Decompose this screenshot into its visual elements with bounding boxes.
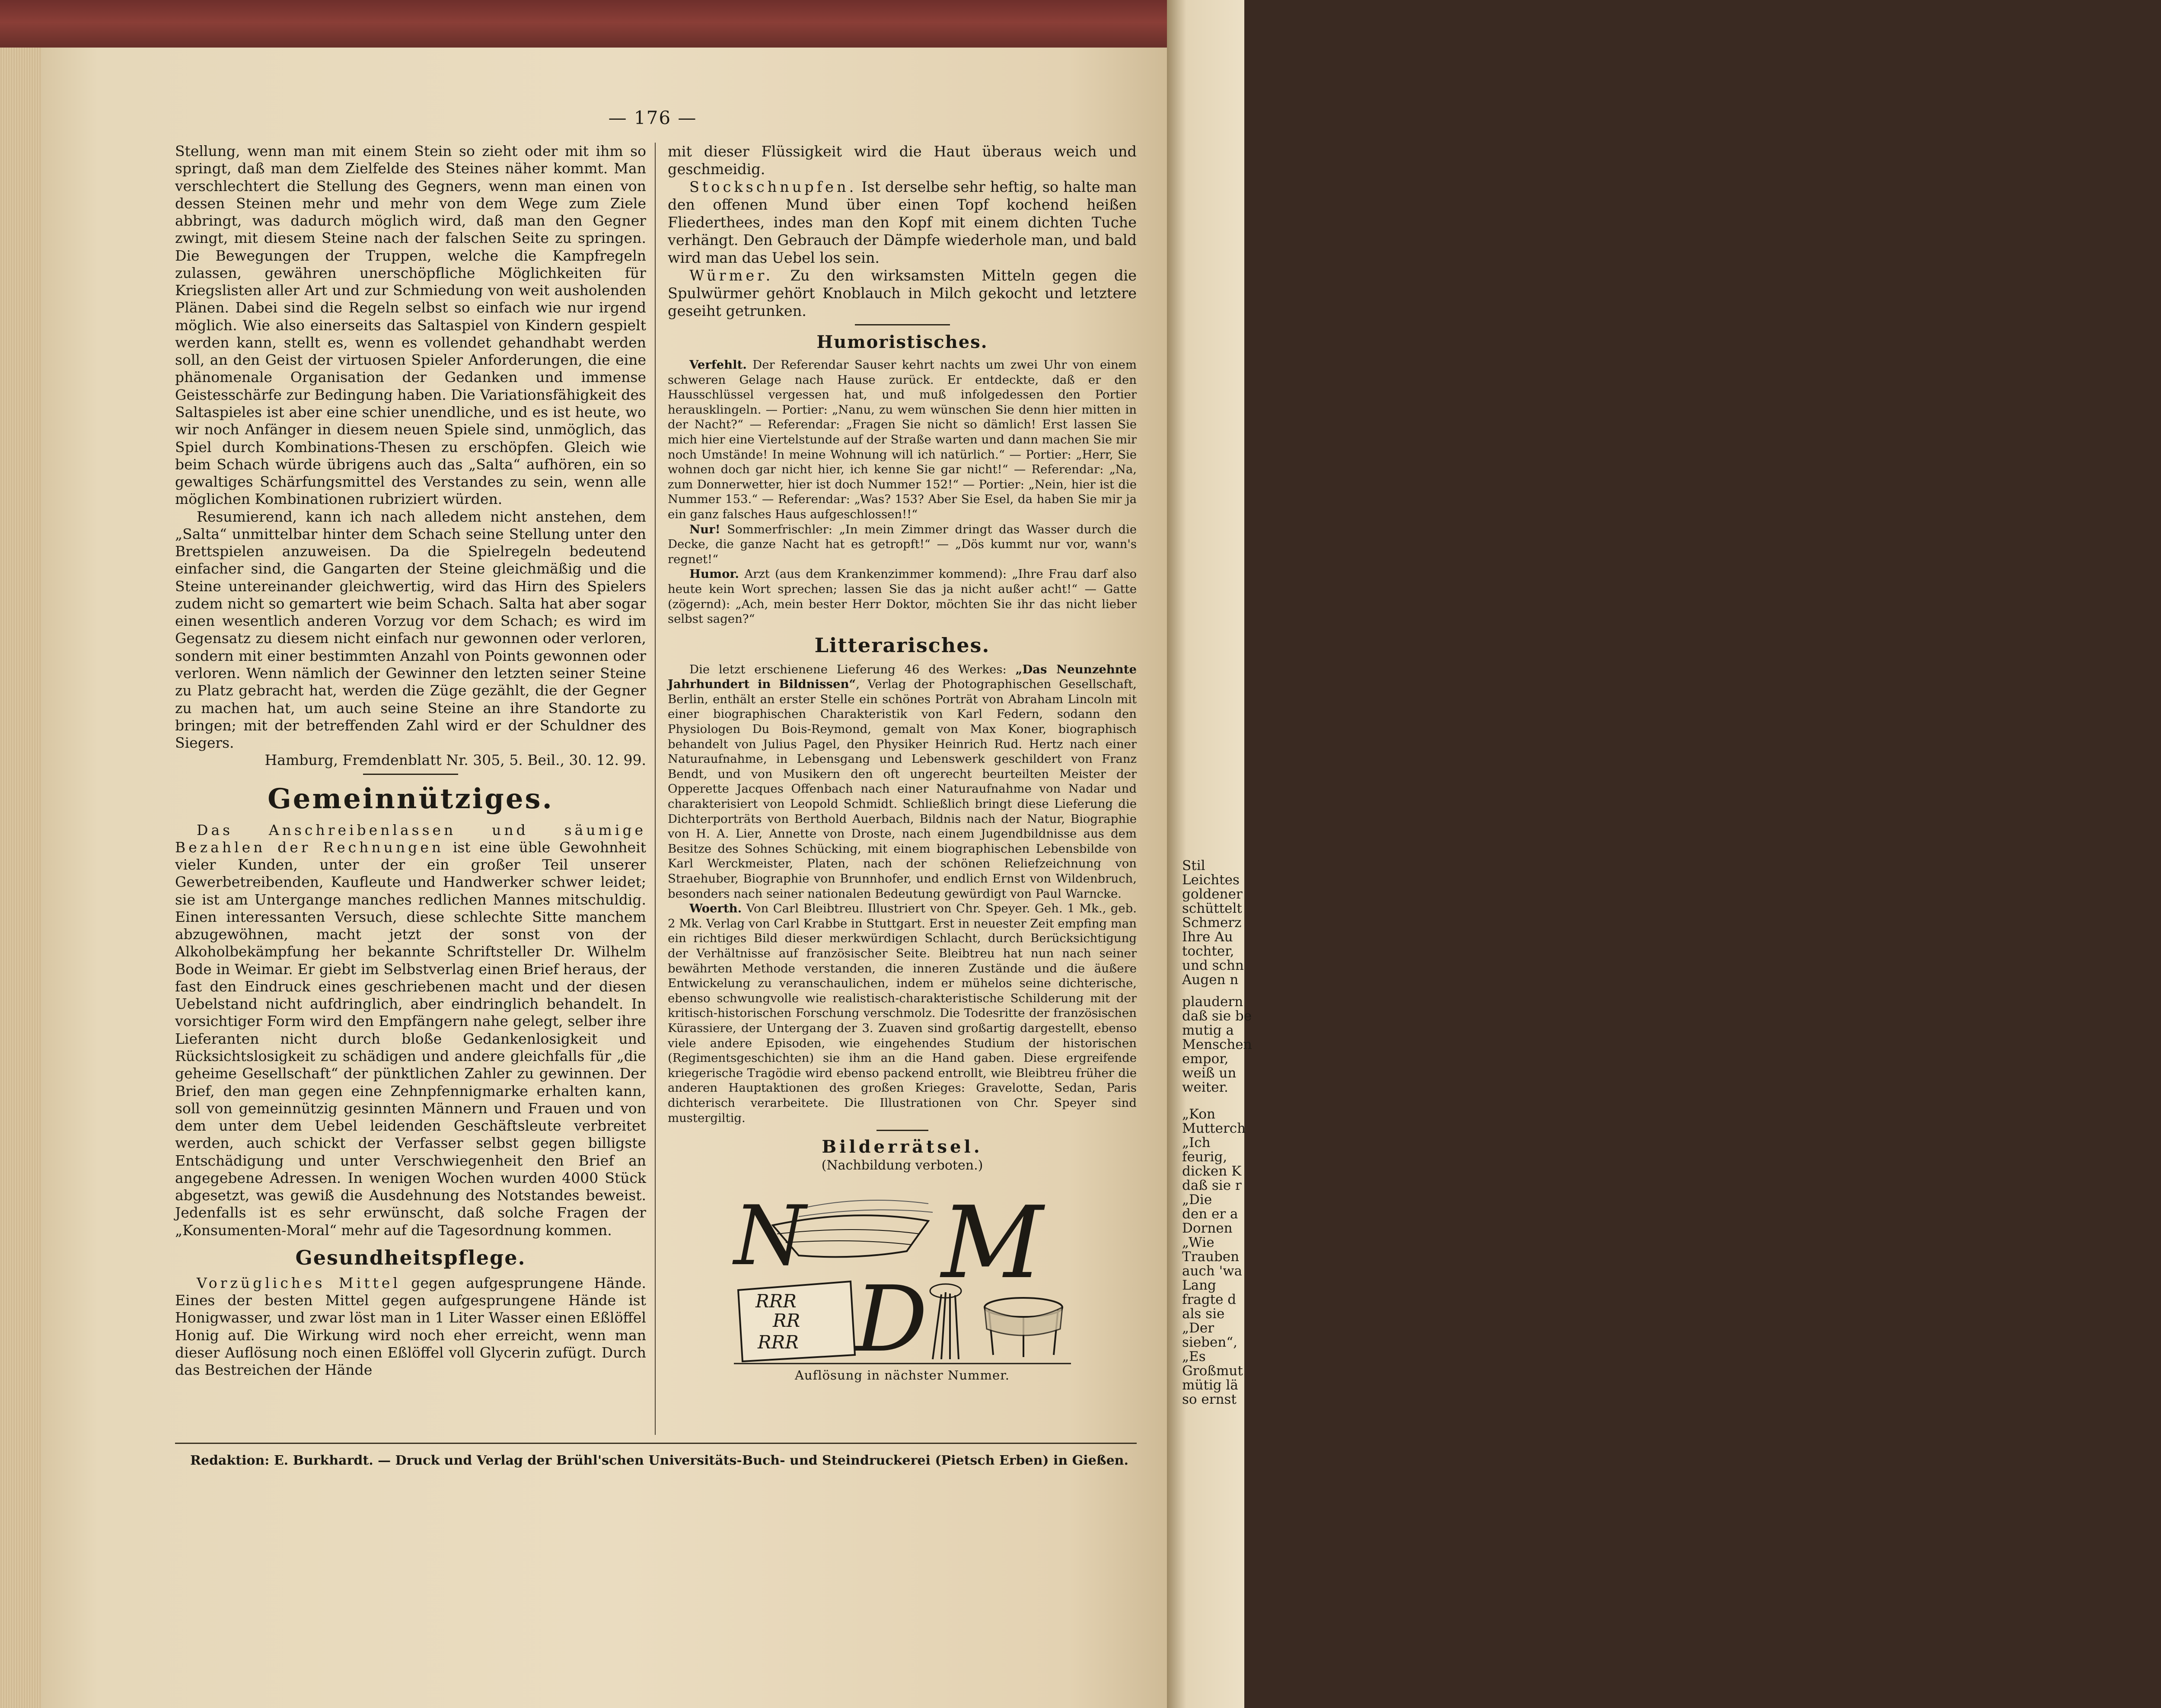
left-column <box>175 143 646 1379</box>
next-page-line: „Die <box>1182 1192 1212 1208</box>
salta-paragraph-1: Stellung, wenn man mit einem Stein so zieht oder mit ihm so springt, daß man dem Zielfelde des Steines näher kommt. Man verschlechtert die Stellung des Gegners, wenn man einen von dessen Steinen mehr und mehr von dem Wege zum Ziele abbringt, was dadurch möglich wird, daß man den Gegner zwingt, mit diesem Steine nach der falschen Seite zu springen. Die Bewegungen der Truppen, welche die Kampfregeln zulassen, gewähren unerschöpfliche Möglichkeiten für Kriegslisten aller Art und zur Schmiedung von weit ausholenden Plänen. Dabei sind die Regeln selbst so einfach wie nur irgend möglich. Wie also einerseits das Saltaspiel von Kindern gespielt werden kann, stellt es, wenn es vollendet gehandhabt werden soll, an den Geist der virtuosen Spieler Anforderungen, die eine phänomenale Organisation der Gedanken und immense Geistesschärfe zur Bedingung haben. Die Variationsfähigkeit des Saltaspieles ist aber eine schier unendliche, und es ist heute, wo wir noch Anfänger in diesem neuen Spiele sind, unmöglich, das Spiel durch Kombinations-Thesen zu erschöpfen. Gleich wie beim Schach würde übrigens auch das „Salta“ aufhören, ein so gewaltiges Schärfungsmittel des Verstandes zu sein, wenn alle möglichen Kombinationen rubriziert würden. <box>175 143 646 508</box>
joke-nur <box>668 522 1137 567</box>
bilderraetsel-subtitle: (Nachbildung verboten.) <box>821 1158 983 1173</box>
next-page-line: Schmerz <box>1182 915 1242 930</box>
next-page-line: „Es <box>1182 1349 1206 1364</box>
haut-paragraph: mit dieser Flüssigkeit wird die Haut überaus weich und geschmeidig. <box>668 143 1137 178</box>
next-page-line: daß sie r <box>1182 1178 1242 1193</box>
right-column <box>668 143 1137 1383</box>
next-page-line: Trauben <box>1182 1249 1240 1265</box>
next-page-line: empor, <box>1182 1051 1229 1067</box>
gesundheitspflege-paragraph <box>175 1275 646 1379</box>
section-rule <box>877 1130 928 1131</box>
litterarisches-heading: Litterarisches. <box>814 633 990 657</box>
bilderraetsel-caption: Auflösung in nächster Nummer. <box>794 1368 1010 1383</box>
review-1-title: „Das Neunzehnte Jahrhundert in Bildnissen“ <box>668 662 1137 691</box>
next-page-line: dicken K <box>1182 1163 1242 1179</box>
stockschnupfen-text: Ist derselbe sehr heftig, so halte man den offenen Mund über einen Topf kochend heißen Fliederthees, indes man den Kopf mit einem dichten Tuche verhängt. Den Gebrauch der Dämpfe wiederhole man, und bald wird man das Uebel los sein. <box>668 178 1137 266</box>
gemeinnuetziges-text: ist eine üble Gewohnheit vieler Kunden, unter der ein großer Teil unserer Gewerbetreibenden, Kaufleute und Handwerker schwer leidet; sie ist am Untergange manches redlichen Mannes mitschuldig. Einen interessanten Versuch, diese schlechte Sitte manchem abzugewöhnen, macht jetzt der sonst von der Alkoholbekämpfung her bekannte Schriftsteller Dr. Wilhelm Bode in Weimar. Er giebt im Selbstverlag einen Brief heraus, der fast den Eindruck eines geschriebenen macht und der diesen Uebelstand nicht aufdringlich, aber eindringlich behandelt. In vorsichtiger Form wird den Empfängern nahe gelegt, selber ihre Lieferanten nicht durch bloße Gedankenlosigkeit und Rücksichtslosigkeit zu schädigen und andere gleichfalls für „die geheime Gesellschaft“ der pünktlichen Zahler zu gewinnen. Der Brief, den man gegen eine Zehnpfennigmarke erhalten kann, soll von gemeinnützig gesinnten Männern und Frauen und von dem unter dem Uebel leidenden Geschäftsleute verbreitet werden, auch schickt der Verfasser selbst gegen billigste Entschädigung und unter Verschwiegenheit den Brief an angegebene Adressen. In wenigen Wochen wurden 4000 Stück abgesetzt, was gewiß die Ausdehnung des Notstandes beweist. Jedenfalls ist es sehr erwünscht, daß solche Fragen der „Konsumenten-Moral“ mehr auf die Tagesordnung kommen. <box>175 838 646 1239</box>
next-page-line: sieben“, <box>1182 1335 1238 1350</box>
next-page-line: auch 'wa <box>1182 1263 1243 1279</box>
next-page-line: „Wie <box>1182 1235 1214 1250</box>
next-page-line: als sie <box>1182 1306 1225 1322</box>
section-rule <box>855 324 950 325</box>
rebus-r-row-3: RRR <box>757 1332 799 1353</box>
next-page-line: schüttelt <box>1182 901 1242 916</box>
next-page-line: Lang <box>1182 1278 1216 1293</box>
column-divider <box>655 143 656 1435</box>
next-page-line: weiter. <box>1182 1080 1228 1095</box>
joke-verfehlt <box>668 357 1137 522</box>
next-page-line: den er a <box>1182 1206 1238 1222</box>
review-2-label: Woerth. <box>689 902 742 916</box>
bilderraetsel-heading: Bilderrätsel. <box>822 1137 983 1157</box>
next-page-line: tochter, <box>1182 943 1234 959</box>
salta-paragraph-2: Resumierend, kann ich nach alledem nicht anstehen, dem „Salta“ unmittelbar hinter dem Schach seine Stellung unter den Brettspielen anzuweisen. Da die Spielregeln bedeutend einfacher sind, die Gangarten der Steine gleichmäßig und die Steine untereinander gleichwertig, wird das Hirn des Spielers zudem nicht so gemartert wie beim Schach. Salta hat aber sogar einen wesentlich anderen Vorzug vor dem Schach; es wird im Gegensatz zu diesem nicht einfach nur gewonnen oder verloren, sondern mit einer bestimmten Anzahl von Points gewonnen oder verloren. Wenn nämlich der Gewinner den letzten seiner Steine zu Platz gebracht hat, werden die Züge gezählt, die der Gegner zu machen hat, um auch seine Steine an ihre Standorte zu bringen; mit der betreffenden Zahl wird er der Schuldner des Siegers. <box>175 508 646 752</box>
next-page-line: „Kon <box>1182 1106 1216 1122</box>
review-2-text: Von Carl Bleibtreu. Illustriert von Chr. Speyer. Geh. 1 Mk., geb. 2 Mk. Verlag von Carl Krabbe in Stuttgart. Erst in neuester Zeit empfing man ein richtiges Bild dieser merkwürdigen Schlacht, durch Berücksichtigung der Verhältnisse auf französischer Seite. Bleibtreu hat nun nach seiner bewährten Methode verstanden, die inneren Zustände und die äußere Entwickelung zu veranschaulichen, indem er mühelos seine dichterische, ebenso schwungvolle wie realistisch-charakteristische Schilderung mit der kritisch-historischen Forschung verschmolz. Die Todesritte der französischen Kürassiere, der Untergang der 3. Zuaven sind großartig dargestellt, ebenso viele andere Episoden, wie eingehendes Studium der historischen (Regimentsgeschichten) sie ihm an die Hand gaben. Diese ergreifende kriegerische Tragödie wird ebenso packend entrollt, wie Bleibtreu früher die anderen Hauptaktionen des großen Krieges: Gravelotte, Sedan, Paris dichterisch verarbeitete. Die Illustrationen von Chr. Speyer sind mustergiltig. <box>668 902 1137 1125</box>
joke-humor <box>668 567 1137 626</box>
joke-nur-text: Sommerfrischler: „In mein Zimmer dringt das Wasser durch die Decke, die ganze Nacht hat es getropft!“ — „Dös kummt nur vor, wann's regnet!“ <box>668 522 1137 566</box>
gesundheitspflege-lead: Vorzügliches Mittel <box>197 1274 401 1291</box>
gemeinnuetziges-lead: Das Anschreibenlassen und säumige Bezahlen der Rechnungen <box>175 821 646 856</box>
picture-puzzle <box>725 1178 1080 1373</box>
gesundheitspflege-heading: Gesundheitspflege. <box>295 1246 526 1269</box>
page-number: — 176 — <box>608 107 697 128</box>
footer-rule <box>175 1443 1137 1444</box>
gemeinnuetziges-paragraph <box>175 822 646 1239</box>
next-page-line: Augen n <box>1182 972 1239 988</box>
wuermer-paragraph <box>668 267 1137 320</box>
review-1-intro: Die letzt erschienene Lieferung 46 des Werkes: <box>689 662 1016 676</box>
humoristisches-heading: Humoristisches. <box>816 332 988 352</box>
gemeinnuetziges-heading: Gemeinnütziges. <box>268 782 554 815</box>
page-stack-edge <box>0 48 48 1708</box>
joke-verfehlt-label: Verfehlt. <box>689 358 747 372</box>
next-page-line: mutig a <box>1182 1023 1234 1038</box>
rebus-letter-d: D <box>854 1266 928 1373</box>
rebus-r-row-2: RR <box>772 1310 800 1332</box>
review-neunzehntes-jahrhundert <box>668 662 1137 902</box>
next-page-line: Dornen <box>1182 1220 1233 1236</box>
next-page-line: „Der <box>1182 1320 1214 1336</box>
imprint-footer: Redaktion: E. Burkhardt. — Druck und Verlag der Brühl'schen Universitäts-Buch- und Steindruckerei (Pietsch Erben) in Gießen. <box>190 1453 1128 1468</box>
section-rule <box>363 774 458 775</box>
rebus-r-row-1: RRR <box>755 1291 797 1312</box>
next-page-line: daß sie be <box>1182 1008 1252 1024</box>
gesundheitspflege-text: gegen aufgesprungene Hände. Eines der besten Mittel gegen aufgesprungene Hände ist Honigwasser, und zwar löst man in 1 Liter Wasser einen Eßlöffel Honig auf. Die Wirkung wird noch eher erreicht, wenn man dieser Auflösung noch einen Eßlöffel voll Glycerin zufügt. Durch das Bestreichen der Hände <box>175 1274 646 1379</box>
source-citation: Hamburg, Fremdenblatt Nr. 305, 5. Beil., 30. 12. 99. <box>265 752 646 769</box>
stockschnupfen-paragraph <box>668 178 1137 267</box>
joke-humor-label: Humor. <box>689 567 739 581</box>
next-page-line: weiß un <box>1182 1065 1237 1081</box>
picture-puzzle-illustration <box>725 1178 1080 1373</box>
next-page-line: so ernst <box>1182 1392 1237 1407</box>
review-woerth <box>668 901 1137 1125</box>
joke-verfehlt-text: Der Referendar Sauser kehrt nachts um zwei Uhr von einem schweren Gelage nach Hause zurück. Er entdeckte, daß er den Hausschlüssel vergessen hat, und muß infolgedessen den Portier herausklingeln. — Portier: „Nanu, zu wem wünschen Sie denn hier mitten in der Nacht?“ — Referendar: „Fragen Sie nicht so dämlich! Erst lassen Sie mich hier eine Viertelstunde auf der Straße warten und dann machen Sie mir noch Umstände! In meine Wohnung will ich natürlich.“ — Portier: „Herr, Sie wohnen doch gar nicht hier, ich kenne Sie gar nicht!“ — Referendar: „Na, zum Donnerwetter, hier ist doch Nummer 152!“ — Portier: „Nein, hier ist die Nummer 153.“ — Referendar: „Was? 153? Aber Sie Esel, da haben Sie mir ja ein ganz falsches Haus aufgeschlossen!!“ <box>668 358 1137 521</box>
next-page-line: goldener <box>1182 886 1243 902</box>
next-page-line: „Ich <box>1182 1135 1211 1150</box>
next-page-line: mütig lä <box>1182 1377 1238 1393</box>
joke-humor-text: Arzt (aus dem Krankenzimmer kommend): „Ihre Frau darf also heute kein Wort sprechen; lassen Sie das ja nicht außer acht!“ — Gatte (zögernd): „Ach, mein bester Herr Doktor, möchten Sie ihr das nicht lieber selbst sagen?“ <box>668 567 1137 626</box>
next-page-line: Mutterch <box>1182 1121 1246 1136</box>
wuermer-text: Zu den wirksamsten Mitteln gegen die Spulwürmer gehört Knoblauch in Milch gekocht und letztere geseiht getrunken. <box>668 267 1137 319</box>
next-page-line: Ihre Au <box>1182 929 1233 945</box>
next-page-line: Menschen <box>1182 1037 1252 1052</box>
stockschnupfen-lead: Stockschnupfen. <box>689 178 857 195</box>
next-page-line: plaudern <box>1182 994 1243 1010</box>
next-page-line: fragte d <box>1182 1292 1237 1307</box>
next-page-edge <box>1167 0 1244 1708</box>
rebus-letter-n: N <box>733 1188 806 1284</box>
review-1-text: , Verlag der Photographischen Gesellschaft, Berlin, enthält an erster Stelle ein schönes Porträt von Abraham Lincoln mit einer biographischen Charakteristik von Karl Federn, sodann den Physiologen Du Bois-Reymond, gemalt von Max Koner, biographisch behandelt von Julius Pagel, den Physiker Heinrich Rud. Hertz nach einer Naturaufnahme, in Lebensgang und Lebenswerk geschildert von Franz Bendt, und von Musikern den oft ungerecht beurteilten Meister der Opperette Jacques Offenbach nach einer Naturaufnahme von Nadar und charakterisiert von Leopold Schmidt. Schließlich bringt diese Lieferung die Dichterporträts von Berthold Auerbach, Bildnis nach der Natur, Biographie von H. A. Lier, Annette von Droste, nach einem Jugendbildnisse aus dem Besitze des Sohnes Schücking, mit einem biographischen Lebensbilde von Karl Werckmeister, Platen, nach der schönen Reliefzeichnung von Straehuber, Biographie von Brunnhofer, und endlich Ernst von Wildenbruch, besonders nach seiner nationalen Bedeutung gewürdigt von Paul Warncke. <box>668 677 1137 901</box>
next-page-line: Stil <box>1182 858 1205 873</box>
wuermer-lead: Würmer. <box>689 267 774 284</box>
joke-nur-label: Nur! <box>689 522 720 536</box>
next-page-line: und schn <box>1182 958 1244 973</box>
next-page-line: Großmut <box>1182 1363 1243 1379</box>
next-page-line: Leichtes <box>1182 872 1240 888</box>
rebus-letter-m: M <box>941 1185 1043 1301</box>
next-page-line: feurig, <box>1182 1149 1227 1165</box>
